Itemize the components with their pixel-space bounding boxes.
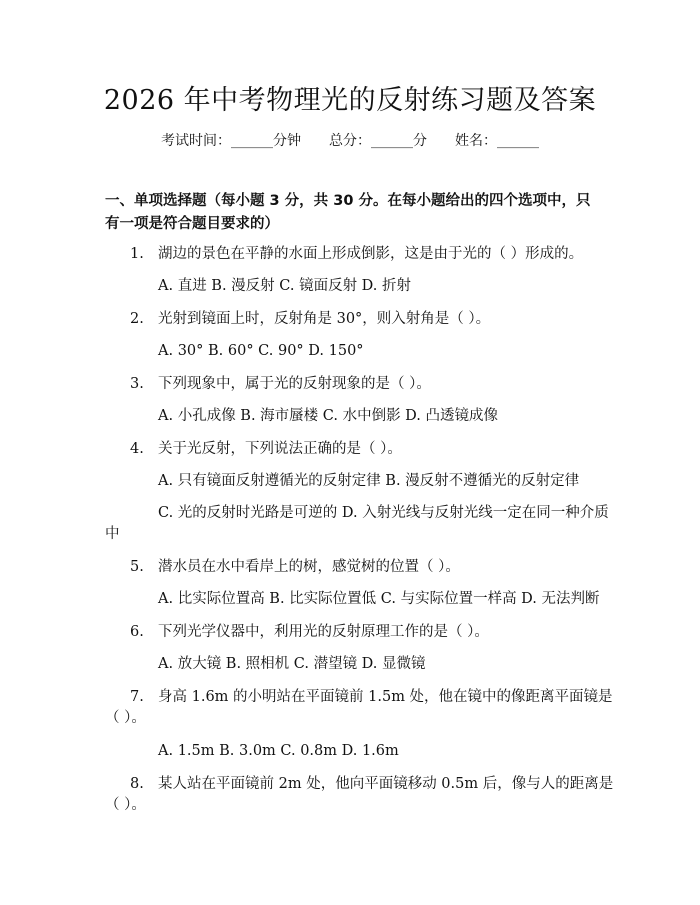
student-name-field: 姓名：______ bbox=[455, 133, 539, 149]
question-text: 下列光学仪器中，利用光的反射原理工作的是（ ）。 bbox=[158, 624, 489, 640]
exam-time-field: 考试时间：______分钟 bbox=[161, 133, 301, 149]
question-number: 1. bbox=[130, 246, 144, 262]
question-text: 湖边的景色在平静的水面上形成倒影，这是由于光的（ ）形成的。 bbox=[158, 246, 584, 262]
question-number: 3. bbox=[130, 376, 144, 392]
page-title: 2026 年中考物理光的反射练习题及答案 bbox=[103, 85, 597, 116]
question-3-options: A. 小孔成像 B. 海市蜃楼 C. 水中倒影 D. 凸透镜成像 bbox=[158, 408, 499, 424]
question-4-options-line-1: A. 只有镜面反射遵循光的反射定律 B. 漫反射不遵循光的反射定律 bbox=[158, 473, 580, 489]
question-number: 6. bbox=[130, 624, 144, 640]
question-number: 4. bbox=[130, 441, 144, 457]
question-text: 身高 1.6m 的小明站在平面镜前 1.5m 处，他在镜中的像距离平面镜是 bbox=[158, 689, 613, 705]
question-2-options: A. 30° B. 60° C. 90° D. 150° bbox=[158, 343, 364, 359]
exam-meta bbox=[0, 131, 700, 151]
question-4-options-wrap: 中 bbox=[105, 526, 120, 542]
question-6 bbox=[130, 621, 489, 644]
question-1-options: A. 直进 B. 漫反射 C. 镜面反射 D. 折射 bbox=[158, 278, 412, 294]
question-5-options: A. 比实际位置高 B. 比实际位置低 C. 与实际位置一样高 D. 无法判断 bbox=[158, 591, 600, 607]
question-number: 2. bbox=[130, 311, 144, 327]
question-7-options: A. 1.5m B. 3.0m C. 0.8m D. 1.6m bbox=[158, 743, 399, 759]
question-3 bbox=[130, 373, 431, 396]
question-6-options: A. 放大镜 B. 照相机 C. 潜望镜 D. 显微镜 bbox=[158, 656, 426, 672]
question-5 bbox=[130, 556, 460, 579]
question-4-options-line-2: C. 光的反射时光路是可逆的 D. 入射光线与反射光线一定在同一种介质 bbox=[158, 505, 609, 521]
question-8 bbox=[130, 773, 613, 796]
question-text: 某人站在平面镜前 2m 处，他向平面镜移动 0.5m 后，像与人的距离是 bbox=[158, 776, 614, 792]
question-7-text-wrap: （ ）。 bbox=[105, 710, 146, 726]
question-text: 光射到镜面上时，反射角是 30°，则入射角是（ ）。 bbox=[158, 311, 491, 327]
section-heading-single-choice: 一、单项选择题（每小题 3 分，共 30 分。在每小题给出的四个选项中，只有一项是符合题目要求的） bbox=[105, 193, 591, 232]
question-8-text-wrap: （ ）。 bbox=[105, 797, 146, 813]
question-7 bbox=[130, 686, 613, 709]
question-text: 下列现象中，属于光的反射现象的是（ ）。 bbox=[158, 376, 431, 392]
question-2 bbox=[130, 308, 490, 331]
question-number: 7. bbox=[130, 689, 144, 705]
question-4 bbox=[130, 438, 402, 461]
total-score-field: 总分：______分 bbox=[329, 133, 427, 149]
question-number: 8. bbox=[130, 776, 144, 792]
question-text: 关于光反射，下列说法正确的是（ ）。 bbox=[158, 441, 402, 457]
question-1 bbox=[130, 243, 583, 266]
question-number: 5. bbox=[130, 559, 144, 575]
question-text: 潜水员在水中看岸上的树，感觉树的位置（ ）。 bbox=[158, 559, 460, 575]
